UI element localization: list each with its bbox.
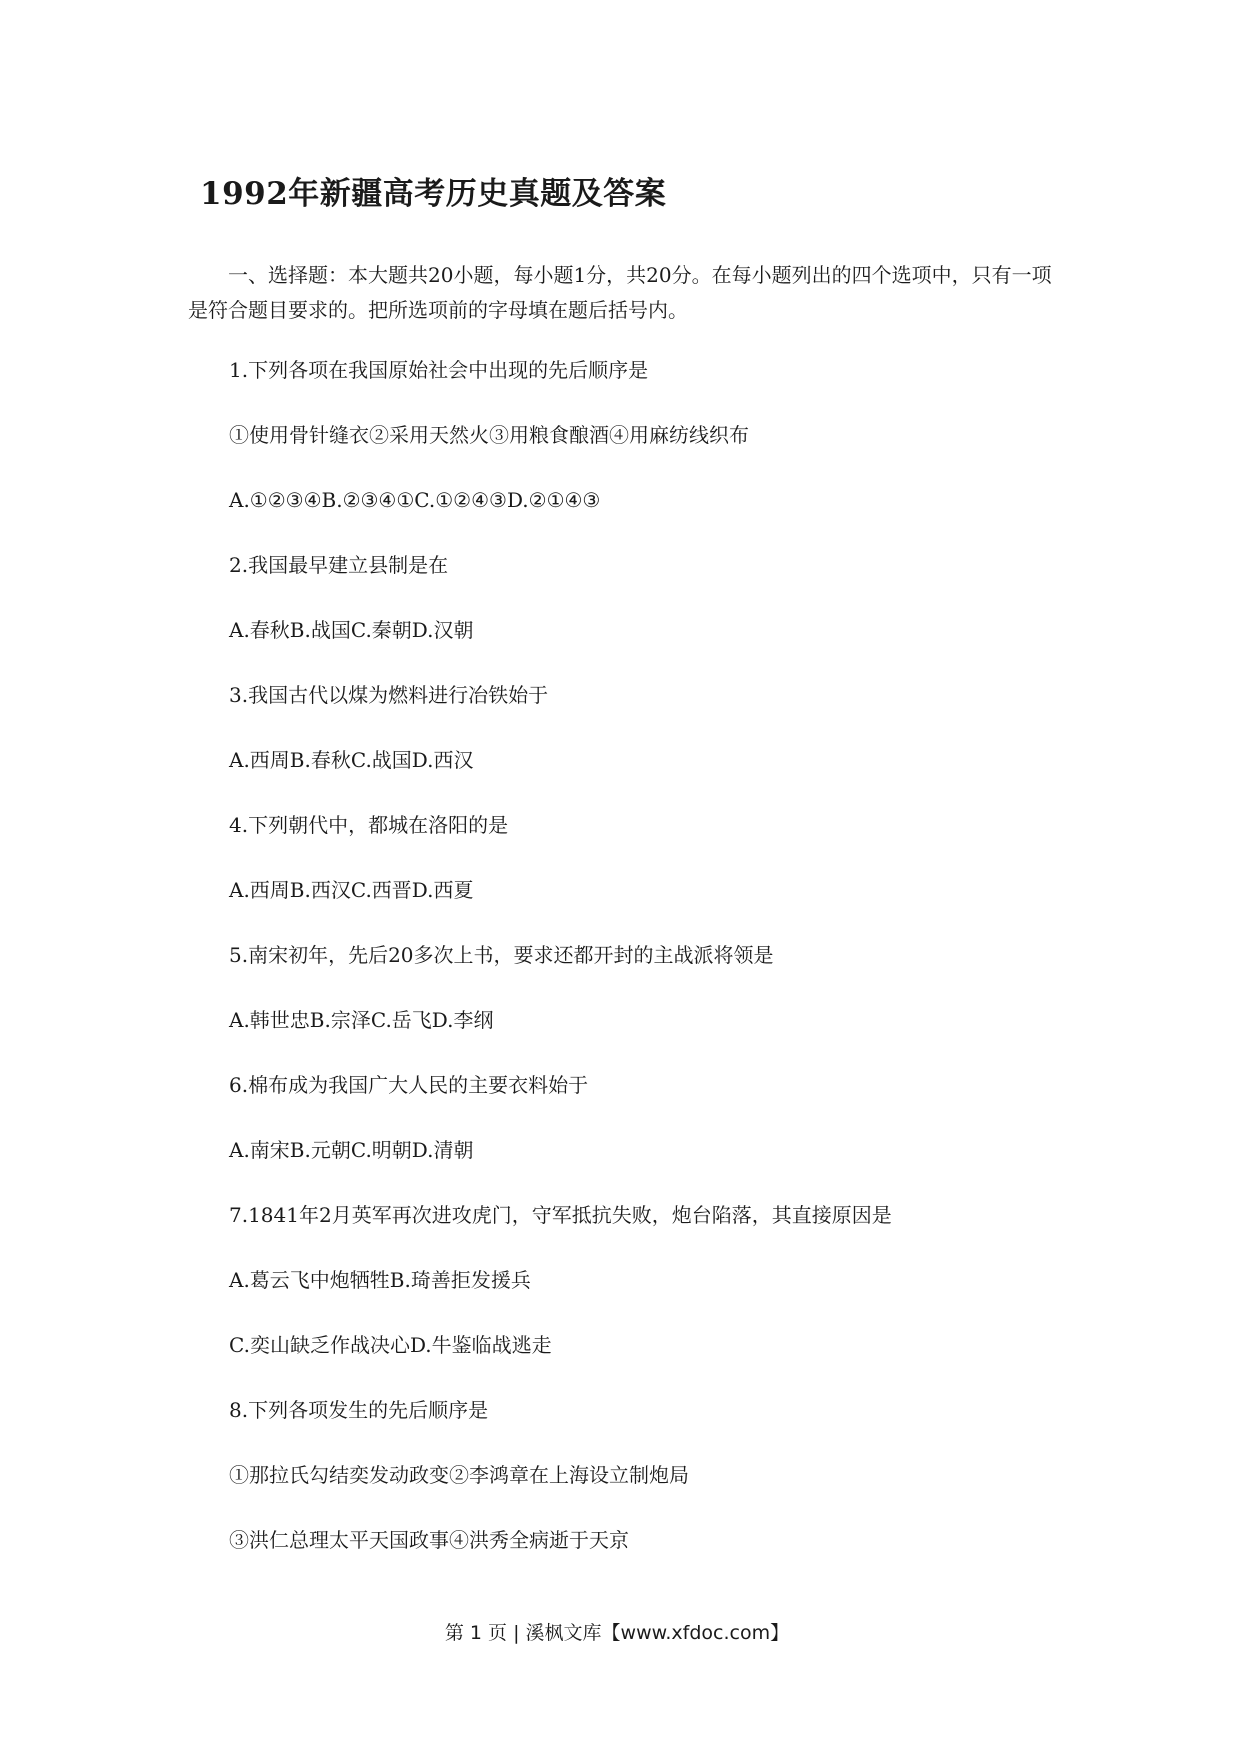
question-options: A.西周B.西汉C.西晋D.西夏 xyxy=(229,878,474,902)
question-options: A.春秋B.战国C.秦朝D.汉朝 xyxy=(229,618,474,642)
question-options: A.南宋B.元朝C.明朝D.清朝 xyxy=(229,1138,474,1162)
section-intro: 一、选择题：本大题共20小题，每小题1分，共20分。在每小题列出的四个选项中，只有一项是符合题目要求的。把所选项前的字母填在题后括号内。 xyxy=(188,263,1052,322)
document-title: 1992年新疆高考历史真题及答案 xyxy=(200,176,667,212)
question-stem: 6.棉布成为我国广大人民的主要衣料始于 xyxy=(229,1073,589,1097)
question-options: A.①②③④B.②③④①C.①②④③D.②①④③ xyxy=(229,488,601,512)
page-footer: 第 1 页 | 溪枫文库【www.xfdoc.com】 xyxy=(444,1622,790,1644)
question-items: ①使用骨针缝衣②采用天然火③用粮食酿酒④用麻纺线织布 xyxy=(229,423,749,447)
question-stem: 8.下列各项发生的先后顺序是 xyxy=(229,1398,489,1422)
question-options: A.韩世忠B.宗泽C.岳飞D.李纲 xyxy=(229,1008,494,1032)
question-items: ①那拉氏勾结奕发动政变②李鸿章在上海设立制炮局 xyxy=(229,1463,689,1487)
question-options: A.西周B.春秋C.战国D.西汉 xyxy=(229,748,474,772)
question-options: C.奕山缺乏作战决心D.牛鉴临战逃走 xyxy=(229,1333,552,1357)
question-stem: 4.下列朝代中，都城在洛阳的是 xyxy=(229,813,509,837)
question-stem: 3.我国古代以煤为燃料进行冶铁始于 xyxy=(229,683,549,707)
question-stem: 7.1841年2月英军再次进攻虎门，守军抵抗失败，炮台陷落，其直接原因是 xyxy=(229,1203,892,1227)
question-stem: 2.我国最早建立县制是在 xyxy=(229,553,449,577)
question-stem: 1.下列各项在我国原始社会中出现的先后顺序是 xyxy=(229,358,649,382)
question-items: ③洪仁总理太平天国政事④洪秀全病逝于天京 xyxy=(229,1528,629,1552)
question-options: A.葛云飞中炮牺牲B.琦善拒发援兵 xyxy=(229,1268,531,1292)
question-stem: 5.南宋初年，先后20多次上书，要求还都开封的主战派将领是 xyxy=(229,943,774,967)
